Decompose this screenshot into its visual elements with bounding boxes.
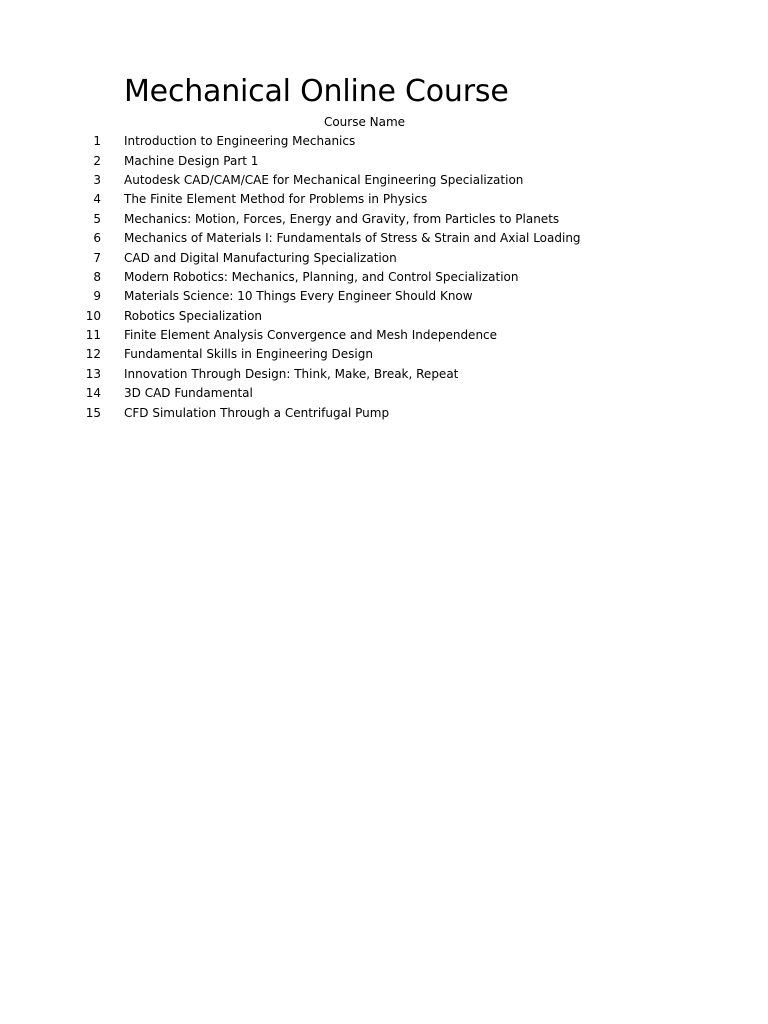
course-name: Mechanics: Motion, Forces, Energy and Gravity, from Particles to Planets [124,211,560,226]
course-name: Innovation Through Design: Think, Make, Break, Repeat [124,366,459,381]
course-name: CAD and Digital Manufacturing Specialization [124,250,397,265]
course-name: Introduction to Engineering Mechanics [124,134,356,149]
course-row [0,190,581,209]
course-name: Finite Element Analysis Convergence and Mesh Independence [124,328,498,343]
row-number: 6 [93,231,101,246]
row-number: 5 [93,211,101,226]
course-name: CFD Simulation Through a Centrifugal Pump [124,405,390,420]
row-number: 13 [85,366,101,381]
course-row [0,345,581,364]
course-row [0,403,581,422]
course-row [0,248,581,267]
course-row [0,229,581,248]
course-row [0,268,581,287]
course-row [0,151,581,170]
course-name: Mechanics of Materials I: Fundamentals of Stress & Strain and Axial Loading [124,231,581,246]
course-name: Robotics Specialization [124,308,263,323]
course-name: Fundamental Skills in Engineering Design [124,347,373,362]
course-list [0,132,581,423]
column-header-course-name: Course Name [323,115,406,129]
row-number: 10 [85,308,101,323]
course-row [0,365,581,384]
row-number: 11 [85,328,101,343]
row-number: 9 [93,289,101,304]
course-name: Autodesk CAD/CAM/CAE for Mechanical Engineering Specialization [124,172,524,187]
course-row [0,307,581,326]
row-number: 12 [85,347,101,362]
row-number: 14 [85,386,101,401]
course-row [0,171,581,190]
row-number: 3 [93,172,101,187]
course-row [0,326,581,345]
course-name: Materials Science: 10 Things Every Engineer Should Know [124,289,473,304]
course-row [0,287,581,306]
row-number: 15 [85,405,101,420]
course-row [0,384,581,403]
course-name: 3D CAD Fundamental [124,386,253,401]
row-number: 1 [93,134,101,149]
row-number: 2 [93,153,101,168]
course-name: Modern Robotics: Mechanics, Planning, and Control Specialization [124,269,519,284]
course-row [0,210,581,229]
course-name: Machine Design Part 1 [124,153,259,168]
row-number: 8 [93,269,101,284]
course-name: The Finite Element Method for Problems in Physics [124,192,428,207]
row-number: 7 [93,250,101,265]
course-row [0,132,581,151]
page-title: Mechanical Online Course [124,74,509,109]
row-number: 4 [93,192,101,207]
